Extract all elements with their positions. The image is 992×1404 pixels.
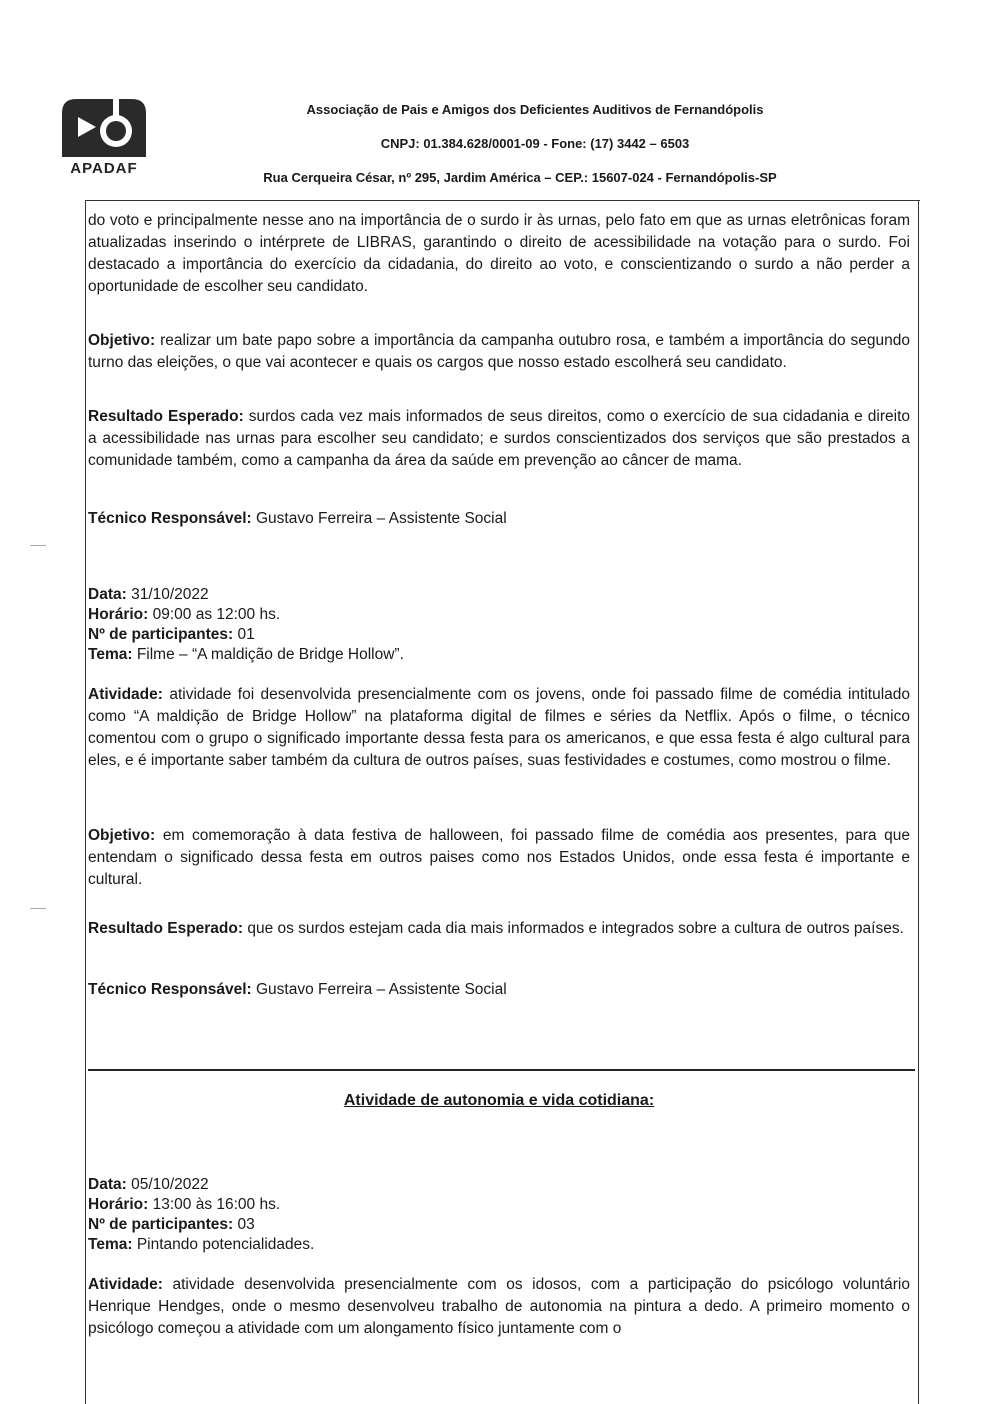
tecnico-paragraph — [88, 508, 910, 530]
frame-right-border — [918, 200, 919, 1404]
section-divider — [88, 1069, 915, 1071]
resultado-label: Resultado Esperado: — [88, 408, 244, 425]
atividade-paragraph — [88, 684, 910, 772]
tema-value: Filme – “A maldição de Bridge Hollow”. — [132, 646, 404, 663]
tema-value: Pintando potencialidades. — [132, 1236, 315, 1253]
data-field — [88, 585, 209, 605]
atividade-paragraph — [88, 1274, 910, 1340]
resultado-label: Resultado Esperado: — [88, 920, 244, 937]
horario-value: 13:00 às 16:00 hs. — [148, 1196, 281, 1213]
participantes-value: 03 — [233, 1216, 255, 1233]
header-divider — [85, 200, 920, 201]
tema-field — [88, 645, 404, 665]
tecnico-label: Técnico Responsável: — [88, 981, 252, 998]
tema-label: Tema: — [88, 646, 133, 663]
resultado-text: que os surdos estejam cada dia mais informados e integrados sobre a cultura de outros países. — [243, 920, 904, 937]
participantes-label: Nº de participantes: — [88, 626, 234, 643]
horario-value: 09:00 as 12:00 hs. — [148, 606, 281, 623]
letterhead — [0, 0, 992, 205]
participantes-value: 01 — [233, 626, 255, 643]
intro-text: do voto e principalmente nesse ano na importância de o surdo ir às urnas, pelo fato em que as urnas eletrônicas foram atualizadas inserindo o intérprete de LIBRAS, garantindo o direito de acessibilidade na votação para o surdo. Foi destacado a importância do exercício da cidadania, do direito ao voto, e conscientizando o surdo a não perder a oportunidade de escolher seu candidato. — [88, 212, 910, 295]
objetivo-text: em comemoração à data festiva de halloween, foi passado filme de comédia aos presentes, para que entendam o significado dessa festa em outros paises como nos Estados Unidos, onde essa festa é importante e cultural. — [88, 827, 910, 888]
data-label: Data: — [88, 586, 127, 603]
data-value: 05/10/2022 — [126, 1176, 209, 1193]
logo-text: APADAF — [70, 160, 138, 177]
resultado-text: surdos cada vez mais informados de seus direitos, como o exercício de sua cidadania e direito a acessibilidade nas urnas para escolher seu candidato; e surdos conscientizados dos serviços que são prestados a comunidade também, como a campanha da área da saúde em prevenção ao câncer de mama. — [88, 408, 910, 469]
atividade-text: atividade desenvolvida presencialmente com os idosos, com a participação do psicólogo voluntário Henrique Hendges, onde o mesmo desenvolveu trabalho de autonomia na pintura a dedo. A primeiro momento o psicólogo começou a atividade com um alongamento físico juntamente com o — [88, 1276, 910, 1337]
intro-paragraph — [88, 210, 910, 298]
data-field — [88, 1175, 209, 1195]
objetivo-label: Objetivo: — [88, 827, 156, 844]
tema-label: Tema: — [88, 1236, 133, 1253]
organization-name: Associação de Pais e Amigos dos Deficientes Auditivos de Fernandópolis — [306, 102, 764, 117]
objetivo-text: realizar um bate papo sobre a importância da campanha outubro rosa, e também a importância do segundo turno das eleições, o que vai acontecer e quais os cargos que nosso estado escolherá seu candidato. — [88, 332, 910, 371]
resultado-paragraph — [88, 918, 910, 940]
horario-field — [88, 605, 280, 625]
horario-label: Horário: — [88, 1196, 149, 1213]
horario-field — [88, 1195, 280, 1215]
atividade-text: atividade foi desenvolvida presencialmente com os jovens, onde foi passado filme de comédia intitulado como “A maldição de Bridge Hollow” na plataforma digital de filmes e séries da Netflix. Após o filme, o técnico comentou com o grupo o significado importante dessa festa para os americanos, e que essa festa é algo cultural para eles, e é importante saber também da cultura de outros países, suas festividades e costumes, como mostrou o filme. — [88, 686, 910, 769]
margin-mark — [30, 908, 46, 909]
objetivo-paragraph — [88, 825, 910, 891]
atividade-label: Atividade: — [88, 1276, 163, 1293]
tecnico-text: Gustavo Ferreira – Assistente Social — [251, 510, 507, 527]
participantes-field — [88, 1215, 255, 1235]
section-title: Atividade de autonomia e vida cotidiana: — [343, 1092, 655, 1109]
objetivo-label: Objetivo: — [88, 332, 156, 349]
horario-label: Horário: — [88, 606, 149, 623]
frame-left-border — [85, 200, 86, 1404]
participantes-field — [88, 625, 255, 645]
tema-field — [88, 1235, 314, 1255]
tecnico-label: Técnico Responsável: — [88, 510, 252, 527]
resultado-paragraph — [88, 406, 910, 472]
participantes-label: Nº de participantes: — [88, 1216, 234, 1233]
atividade-label: Atividade: — [88, 686, 163, 703]
data-label: Data: — [88, 1176, 127, 1193]
organization-cnpj-phone: CNPJ: 01.384.628/0001-09 - Fone: (17) 3442 – 6503 — [380, 136, 690, 151]
tecnico-text: Gustavo Ferreira – Assistente Social — [251, 981, 507, 998]
margin-mark — [30, 545, 46, 546]
objetivo-paragraph — [88, 330, 910, 374]
organization-address: Rua Cerqueira César, nº 295, Jardim América – CEP.: 15607-024 - Fernandópolis-SP — [263, 170, 777, 185]
data-value: 31/10/2022 — [126, 586, 209, 603]
tecnico-paragraph — [88, 979, 910, 1001]
